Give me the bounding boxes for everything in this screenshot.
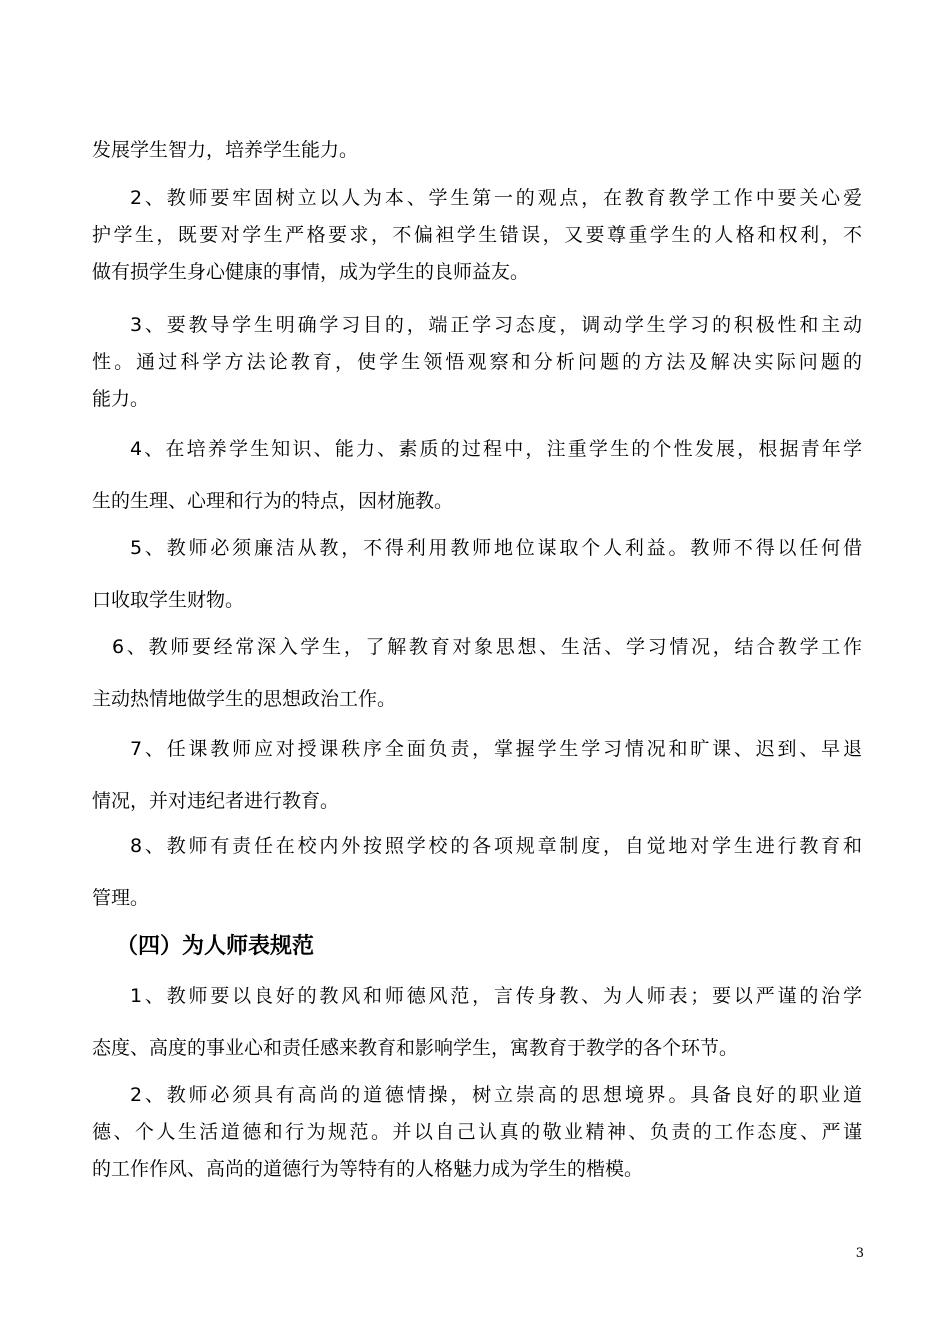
- paragraph-section-item-1: [92, 978, 862, 1067]
- paragraph-continuation: [92, 132, 862, 169]
- text-line: 2、教师必须具有高尚的道德情操，树立崇高的思想境界。具备良好的职业道: [130, 1084, 862, 1106]
- text-line: 做有损学生身心健康的事情，成为学生的良师益友。: [92, 261, 530, 283]
- paragraph-item-3: [92, 307, 862, 418]
- text-line: 能力。: [92, 388, 150, 410]
- text-line: 6、教师要经常深入学生，了解教育对象思想、生活、学习情况，结合教学工作: [112, 636, 862, 658]
- page-number: 3: [855, 1246, 864, 1261]
- paragraph-item-6: [92, 629, 862, 718]
- text-line: 2、教师要牢固树立以人为本、学生第一的观点，在教育教学工作中要关心爱: [130, 187, 862, 209]
- text-line: 3、要教导学生明确学习目的，端正学习态度，调动学生学习的积极性和主动: [130, 314, 862, 336]
- paragraph-item-5: [92, 530, 862, 619]
- section-heading: （四）为人师表规范: [116, 934, 315, 959]
- paragraph-item-7: [92, 731, 862, 820]
- text-line: 4、在培养学生知识、能力、素质的过程中，注重学生的个性发展，根据青年学: [130, 438, 862, 460]
- text-line: 性。通过科学方法论教育，使学生领悟观察和分析问题的方法及解决实际问题的: [92, 351, 862, 373]
- text-line: 的工作作风、高尚的道德行为等特有的人格魅力成为学生的楷模。: [92, 1158, 644, 1180]
- text-line: 发展学生智力，培养学生能力。: [92, 139, 359, 161]
- paragraph-item-4: [92, 431, 862, 520]
- paragraph-item-8: [92, 828, 862, 917]
- text-line: 德、个人生活道德和行为规范。并以自己认真的敬业精神、负责的工作态度、严谨: [92, 1121, 862, 1143]
- text-line: 5、教师必须廉洁从教，不得利用教师地位谋取个人利益。教师不得以任何借: [130, 537, 862, 559]
- text-line: 7、任课教师应对授课秩序全面负责，掌握学生学习情况和旷课、迟到、早退: [130, 738, 862, 760]
- text-line: 主动热情地做学生的思想政治工作。: [92, 688, 397, 710]
- text-line: 1、教师要以良好的教风和师德风范，言传身教、为人师表；要以严谨的治学: [130, 985, 862, 1007]
- text-line: 8、教师有责任在校内外按照学校的各项规章制度，自觉地对学生进行教育和: [130, 835, 862, 857]
- paragraph-section-item-2: [92, 1077, 862, 1188]
- text-line: 管理。: [92, 887, 150, 909]
- text-line: 口收取学生财物。: [92, 589, 245, 611]
- paragraph-item-2: [92, 180, 862, 291]
- text-line: 生的生理、心理和行为的特点，因材施教。: [92, 490, 454, 512]
- text-line: 护学生，既要对学生严格要求，不偏袒学生错误，又要尊重学生的人格和权利，不: [92, 224, 862, 246]
- text-line: 情况，并对违纪者进行教育。: [92, 790, 340, 812]
- text-line: 态度、高度的事业心和责任感来教育和影响学生，寓教育于教学的各个环节。: [92, 1037, 739, 1059]
